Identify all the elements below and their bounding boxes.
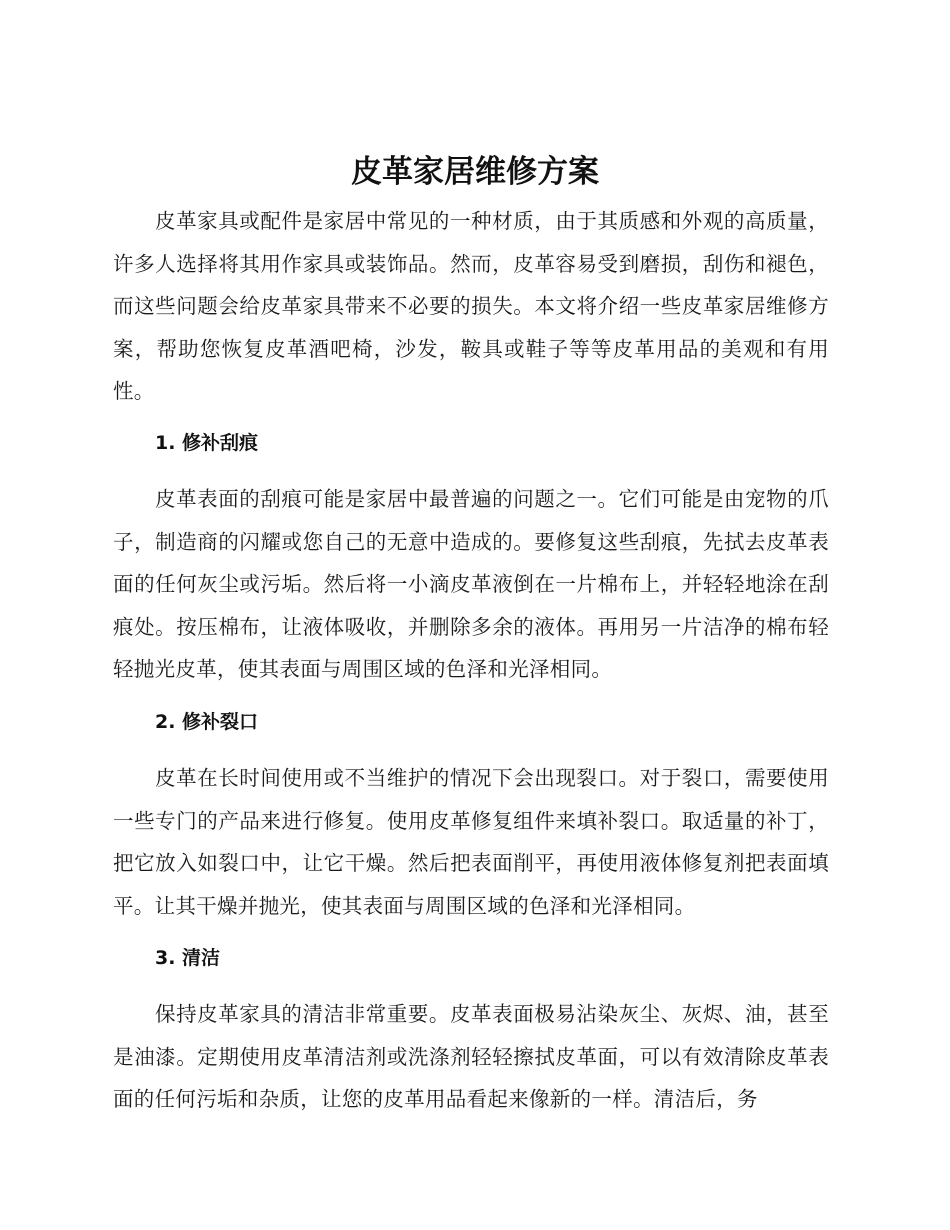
section-heading-crack-repair: 2. 修补裂口 [155, 711, 259, 733]
intro-paragraph: 皮革家具或配件是家居中常见的一种材质，由于其质感和外观的高质量，许多人选择将其用作家具或装饰品。然而，皮革容易受到磨损，刮伤和褪色，而这些问题会给皮革家具带来不必要的损失。本文将介绍一些皮革家居维修方案，帮助您恢复皮革酒吧椅，沙发，鞍具或鞋子等等皮革用品的美观和有用性。 [113, 209, 829, 403]
document-title: 皮革家居维修方案 [351, 154, 599, 190]
section-body-crack-repair: 皮革在长时间使用或不当维护的情况下会出现裂口。对于裂口，需要使用一些专门的产品来进行修复。使用皮革修复组件来填补裂口。取适量的补丁，把它放入如裂口中，让它干燥。然后把表面削平，再使用液体修复剂把表面填平。让其干燥并抛光，使其表面与周围区域的色泽和光泽相同。 [113, 766, 829, 918]
section-heading-cleaning: 3. 清洁 [155, 947, 221, 969]
section-heading-scratch-repair: 1. 修补刮痕 [155, 432, 259, 454]
section-body-scratch-repair: 皮革表面的刮痕可能是家居中最普遍的问题之一。它们可能是由宠物的爪子，制造商的闪耀或您自己的无意中造成的。要修复这些刮痕，先拭去皮革表面的任何灰尘或污垢。然后将一小滴皮革液倒在一片棉布上，并轻轻地涂在刮痕处。按压棉布，让液体吸收，并删除多余的液体。再用另一片洁净的棉布轻轻抛光皮革，使其表面与周围区域的色泽和光泽相同。 [113, 487, 829, 681]
section-body-cleaning: 保持皮革家具的清洁非常重要。皮革表面极易沾染灰尘、灰烬、油，甚至是油漆。定期使用皮革清洁剂或洗涤剂轻轻擦拭皮革面，可以有效清除皮革表面的任何污垢和杂质，让您的皮革用品看起来像新的一样。清洁后，务 [113, 1002, 829, 1111]
